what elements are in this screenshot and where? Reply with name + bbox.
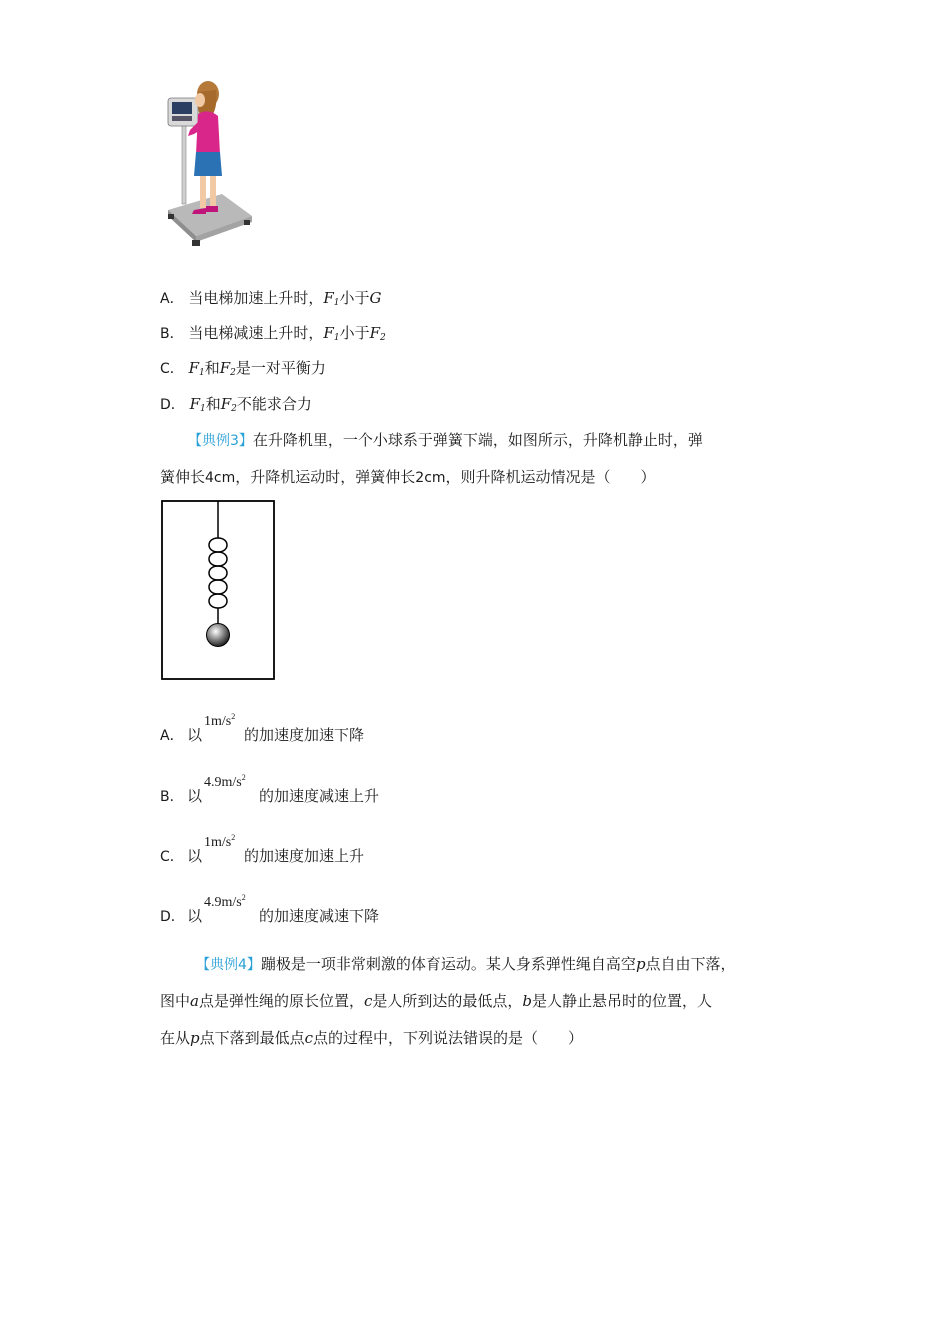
example4-line2: 图中a点是弹性绳的原长位置，c是人所到达的最低点，b是人静止悬吊时的位置，人 <box>160 992 713 1010</box>
example3-tag: 【典例3】 <box>188 433 253 449</box>
option-d: D． $F_1$和$F_2$不能求合力 <box>160 395 312 414</box>
example3-line2: 簧伸长4cm，升降机运动时，弹簧伸长2cm，则升降机运动情况是（ ） <box>160 468 656 486</box>
option-b: B． 当电梯减速上升时，$F_1$小于$F_2$ <box>160 324 386 343</box>
option-c: C． $F_1$和$F_2$是一对平衡力 <box>160 359 326 378</box>
example4-line1: 【典例4】蹦极是一项非常刺激的体育运动。某人身系弹性绳自高空p点自由下落， <box>196 955 736 973</box>
woman-on-scale-figure <box>160 76 255 254</box>
example4-tag: 【典例4】 <box>196 957 261 973</box>
spring-elevator-figure <box>160 500 276 682</box>
ball <box>207 624 230 647</box>
example4-line3: 在从p点下落到最低点c点的过程中，下列说法错误的是（ ） <box>160 1029 584 1047</box>
spring-coils <box>209 538 227 608</box>
example3-line1: 【典例3】在升降机里，一个小球系于弹簧下端，如图所示，升降机静止时，弹 <box>188 431 703 449</box>
option-a: A． 当电梯加速上升时，$F_1$小于G <box>160 289 382 308</box>
